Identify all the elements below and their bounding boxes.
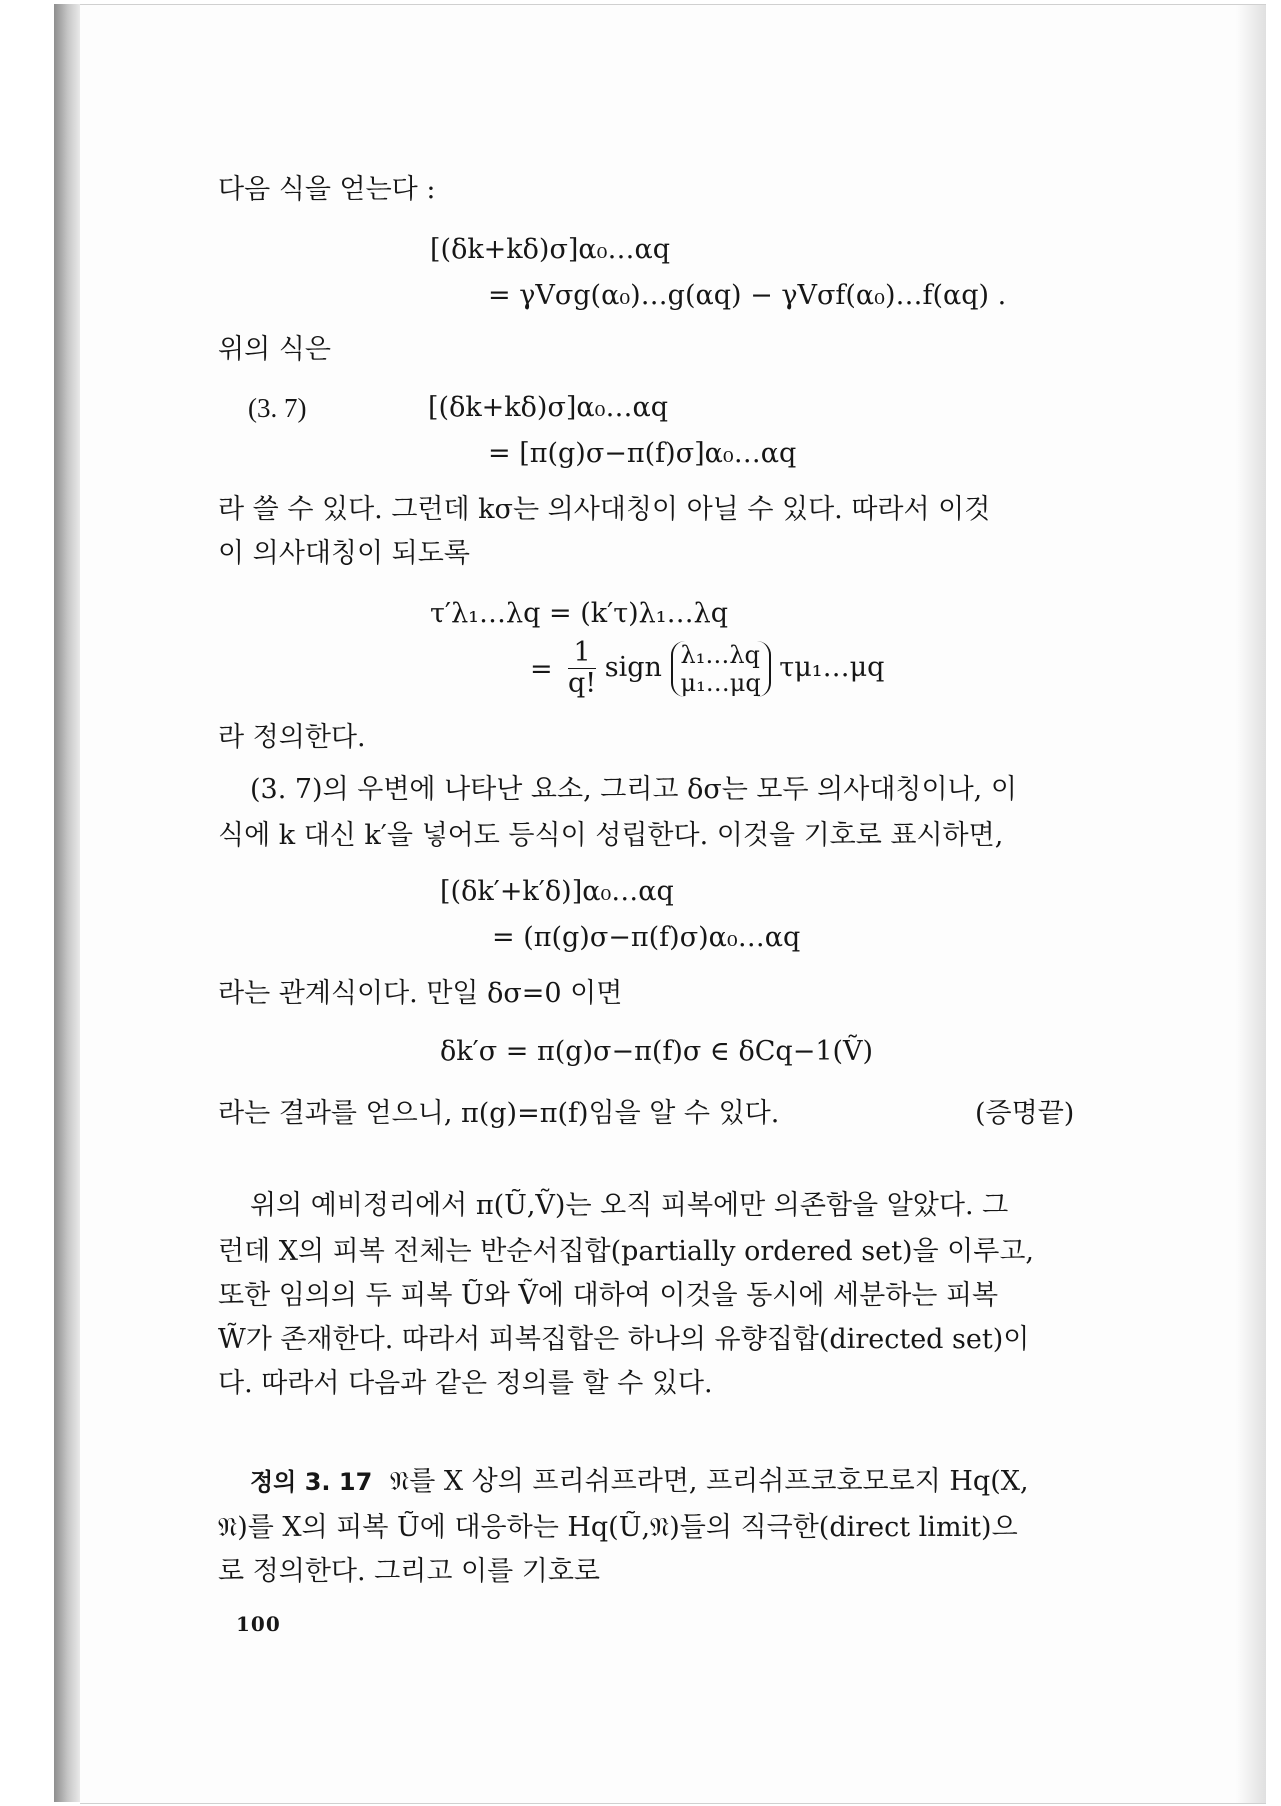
text-line: 다음 식을 얻는다 : xyxy=(218,174,436,205)
matrix-bottom-row: μ₁…μq xyxy=(680,668,761,697)
equation-line: = γVσg(α₀)…g(αq) − γVσf(α₀)…f(αq) . xyxy=(488,280,1007,311)
sign-function: sign xyxy=(604,652,662,683)
text-line: W̃가 존재한다. 따라서 피복집합은 하나의 유향집합(directed set)이 xyxy=(218,1324,1030,1355)
qed-mark: (증명끝) xyxy=(975,1098,1075,1129)
tau-term: τμ₁…μq xyxy=(779,652,885,683)
text-line: 위의 식은 xyxy=(218,334,331,365)
equation-line: τ′λ₁…λq = (k′τ)λ₁…λq xyxy=(430,598,729,629)
matrix-top-row: λ₁…λq xyxy=(680,640,760,669)
equation-line: δk′σ = π(g)σ−π(f)σ ∈ δCq−1(Ṽ) xyxy=(440,1036,874,1067)
fraction xyxy=(568,638,596,699)
text-line: 다. 따라서 다음과 같은 정의를 할 수 있다. xyxy=(218,1368,713,1399)
text-line: 식에 k 대신 k′을 넣어도 등식이 성립한다. 이것을 기호로 표시하면, xyxy=(218,820,1004,851)
text-line: 라 정의한다. xyxy=(218,722,366,753)
text-line: 이 의사대칭이 되도록 xyxy=(218,538,470,569)
equation-line: = (π(g)σ−π(f)σ)α₀…αq xyxy=(492,922,801,953)
page-number: 100 xyxy=(236,1612,281,1636)
text-line: 런데 X의 피복 전체는 반순서집합(partially ordered set)을 이루고, xyxy=(218,1236,1035,1267)
permutation-matrix xyxy=(671,641,771,697)
text-line: 𝔑)를 X의 피복 Ũ에 대응하는 Hq(Ũ,𝔑)들의 직극한(direct limit)으 xyxy=(218,1512,1018,1543)
text-line: 또한 임의의 두 피복 Ũ와 Ṽ에 대하여 이것을 동시에 세분하는 피복 xyxy=(218,1280,999,1311)
equation-number: (3. 7) xyxy=(248,393,307,423)
page-shadow xyxy=(1236,5,1266,1803)
equals-sign: = xyxy=(530,654,553,685)
equation-line: [(δk+kδ)σ]α₀…αq xyxy=(430,234,670,265)
equation-line: [(δk+kδ)σ]α₀…αq xyxy=(428,392,668,423)
definition-label: 정의 3. 17 xyxy=(250,1468,373,1496)
text-line: 라는 결과를 얻으니, π(g)=π(f)임을 알 수 있다. xyxy=(218,1098,780,1129)
equation-line: [(δk′+k′δ)]α₀…αq xyxy=(440,876,674,907)
text-line: 위의 예비정리에서 π(Ũ,Ṽ)는 오직 피복에만 의존함을 알았다. 그 xyxy=(250,1190,1009,1221)
book-spine-edge xyxy=(54,4,80,1802)
equation-line: = [π(g)σ−π(f)σ]α₀…αq xyxy=(488,438,797,469)
text-line: 라 쓸 수 있다. 그런데 kσ는 의사대칭이 아닐 수 있다. 따라서 이것 xyxy=(218,494,991,525)
fraction-numerator: 1 xyxy=(568,638,596,669)
text-line: 라는 관계식이다. 만일 δσ=0 이면 xyxy=(218,978,623,1009)
text-line: (3. 7)의 우변에 나타난 요소, 그리고 δσ는 모두 의사대칭이나, 이 xyxy=(250,774,1017,805)
fraction-denominator: q! xyxy=(568,668,597,699)
text-line: 로 정의한다. 그리고 이를 기호로 xyxy=(218,1556,600,1587)
text-line: 𝔑를 X 상의 프리쉬프라면, 프리쉬프코호모로지 Hq(X, xyxy=(390,1466,1029,1497)
